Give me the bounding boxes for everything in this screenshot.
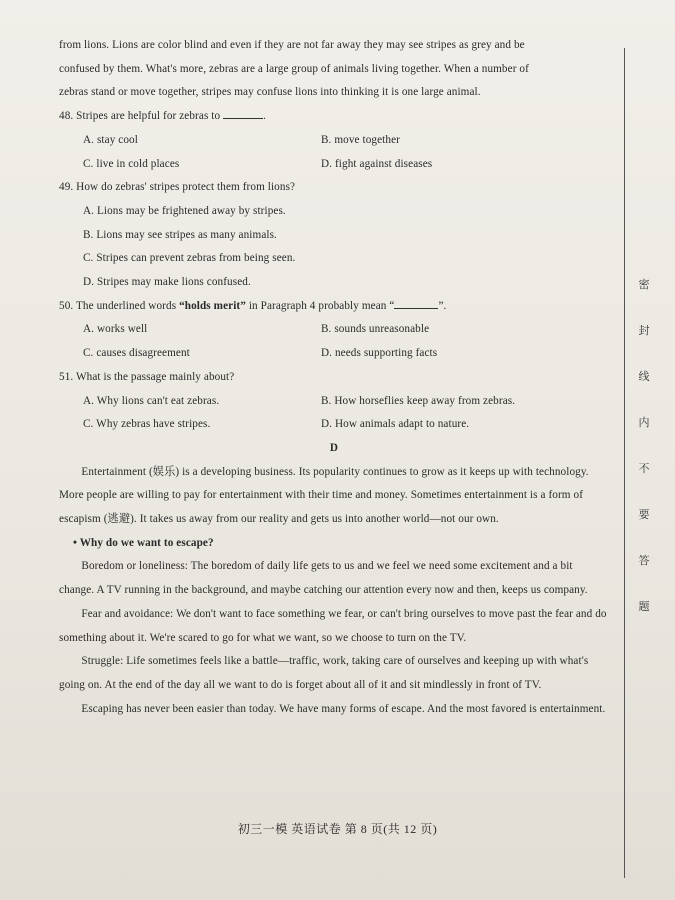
option-a: A. works well (83, 323, 148, 336)
option-a: A. Why lions can't eat zebras. (83, 394, 220, 407)
option-a: A. Lions may be frightened away by stripes. (83, 204, 286, 217)
question-51-options-row1 (59, 390, 609, 414)
section-d-paragraph-2: Boredom or loneliness: The boredom of daily life gets to us and we feel we need some excitement and a bit change. A TV running in the background, and maybe catching our attention every now and then, keeps us company. (59, 560, 588, 597)
section-d-subheading: • Why do we want to escape? (73, 536, 214, 549)
option-d: D. Stripes may make lions confused. (83, 276, 251, 289)
option-d: D. How animals adapt to nature. (321, 418, 470, 431)
option-c: C. Stripes can prevent zebras from being seen. (83, 252, 296, 265)
option-d: D. fight against diseases (321, 157, 433, 170)
page-content (59, 34, 609, 721)
passage-line: confused by them. What's more, zebras are a large group of animals living together. When a number of (59, 62, 529, 75)
option-b: B. Lions may see stripes as many animals. (83, 228, 277, 241)
seal-char: 线 (638, 371, 650, 383)
question-48-options-row2 (59, 153, 609, 177)
question-50-options-row1 (59, 318, 609, 342)
passage-line: zebras stand or move together, stripes may confuse lions into thinking it is one large animal. (59, 86, 481, 99)
section-d-paragraph-5: Escaping has never been easier than today. We have many forms of escape. And the most favored is entertainment. (81, 702, 606, 715)
seal-line-notice (636, 262, 652, 630)
section-d-paragraph-1: Entertainment (娱乐) is a developing business. Its popularity continues to grow as it keeps up with technology. More people are willing to pay for entertainment with their time and money. Sometimes entertainment is a form of escapism (逃避). It takes us away from our reality and gets us into another world—not our own. (59, 465, 589, 526)
option-a: A. stay cool (83, 133, 138, 146)
answer-blank (223, 108, 263, 119)
option-b: B. How horseflies keep away from zebras. (321, 394, 516, 407)
seal-char: 答 (638, 555, 650, 567)
question-48-options-row1 (59, 129, 609, 153)
option-c: C. Why zebras have stripes. (83, 418, 211, 431)
question-50-options-row2 (59, 342, 609, 366)
option-c: C. causes disagreement (83, 347, 190, 360)
section-d-paragraph-4: Struggle: Life sometimes feels like a battle—traffic, work, taking care of ourselves and keeping up with what's going on. At the end of the day all we want to do is forget about all of it and sit mindlessly in front of TV. (59, 655, 589, 691)
seal-char: 不 (638, 463, 650, 475)
seal-char: 内 (638, 417, 650, 429)
page-footer: 初三一模 英语试卷 第 8 页(共 12 页) (237, 822, 438, 836)
section-d-title: D (329, 441, 339, 454)
seal-char: 题 (638, 601, 650, 613)
section-d-paragraph-3: Fear and avoidance: We don't want to face something we fear, or can't bring ourselves to move past the fear and do something about it. We're scared to go for what we want, so we choose to turn on the TV. (59, 607, 607, 644)
seal-line-divider (624, 48, 625, 878)
passage-line: from lions. Lions are color blind and even if they are not far away they may see stripes as grey and be (59, 39, 525, 51)
seal-char: 要 (638, 509, 650, 521)
answer-blank (394, 298, 438, 309)
question-50-stem: 50. The underlined words “holds merit” in Paragraph 4 probably mean “ ”. (59, 299, 447, 312)
option-b: B. sounds unreasonable (321, 323, 430, 336)
option-b: B. move together (321, 133, 400, 146)
option-c: C. live in cold places (83, 157, 180, 170)
question-51-options-row2 (59, 413, 609, 437)
question-49-stem: 49. How do zebras' stripes protect them from lions? (59, 181, 296, 194)
option-d: D. needs supporting facts (321, 347, 438, 360)
seal-char: 密 (638, 279, 650, 291)
seal-char: 封 (638, 325, 650, 337)
question-51-stem: 51. What is the passage mainly about? (59, 370, 235, 383)
question-48-stem: 48. Stripes are helpful for zebras to . (59, 110, 267, 123)
